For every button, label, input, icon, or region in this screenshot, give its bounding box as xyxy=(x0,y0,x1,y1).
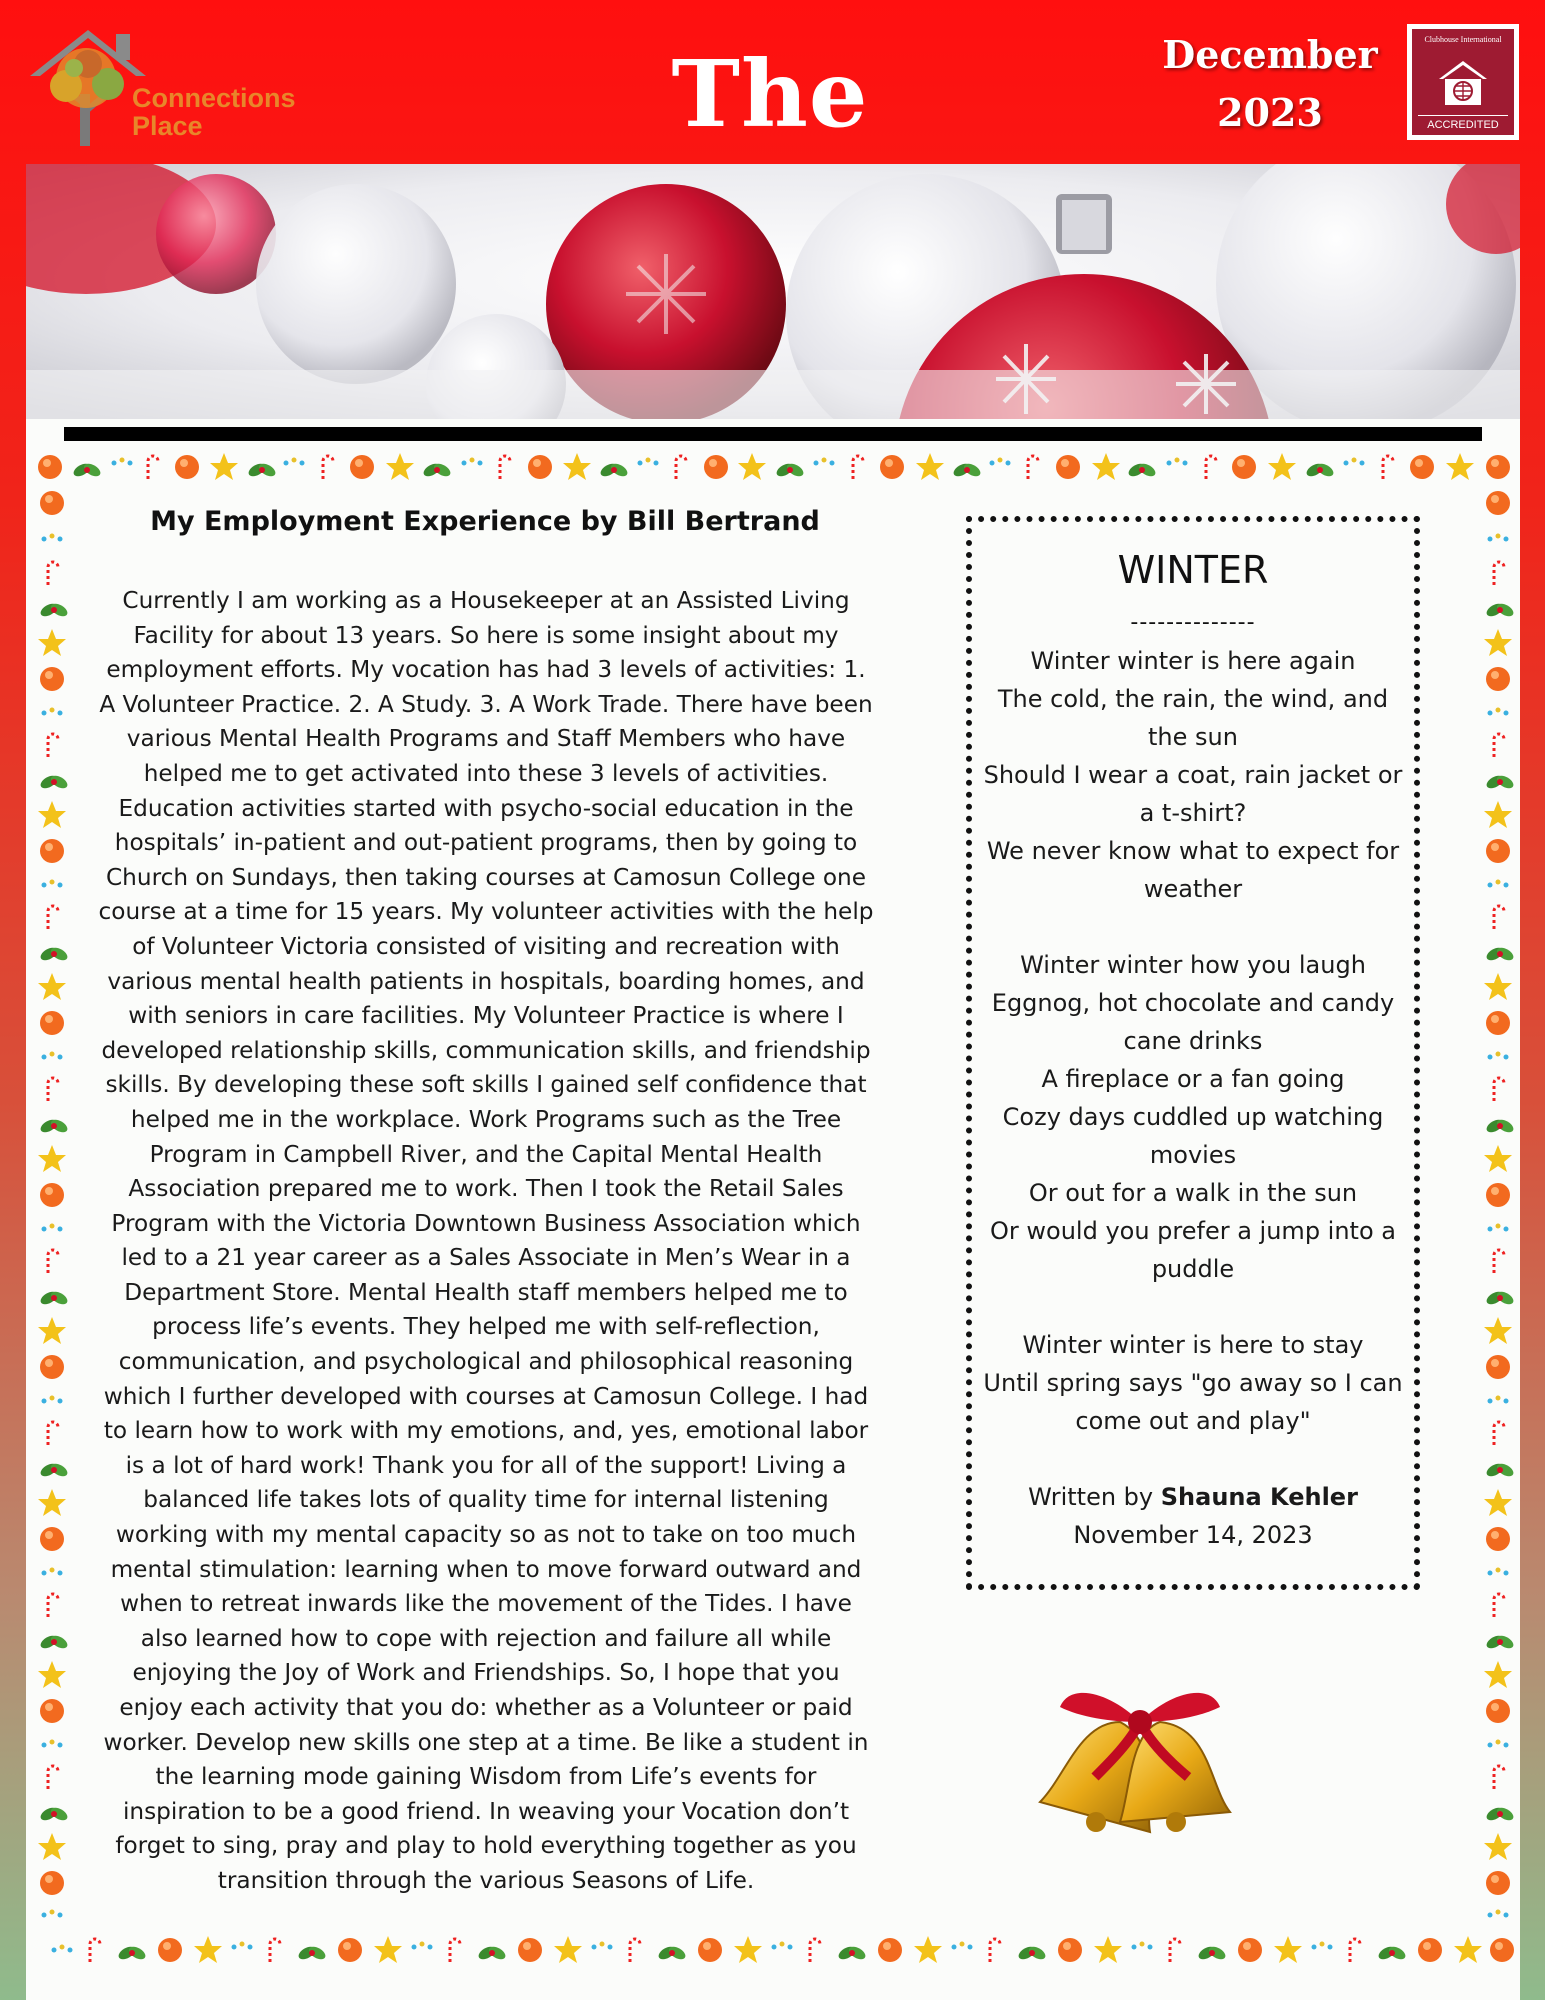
border-bottom xyxy=(52,1936,1515,1963)
house-globe-icon xyxy=(1435,57,1491,107)
badge-top-text: Clubhouse International xyxy=(1424,35,1502,44)
badge-bottom-text: ACCREDITED xyxy=(1418,115,1508,131)
logo-text-line1: Connections xyxy=(132,83,296,113)
newsletter-title: The xyxy=(671,40,869,148)
poem-stanza-2: Winter winter how you laugh Eggnog, hot chocolate and candy cane drinks A fireplace or a fan going Cozy days cuddled up watching movies Or out for a walk in the sun Or would you prefer a jump into a puddle xyxy=(990,951,1396,1283)
issue-date xyxy=(1150,26,1390,142)
poem-body xyxy=(980,642,1406,1554)
logo-text-line2: Place xyxy=(132,111,203,141)
poem-stanza-1: Winter winter is here again The cold, the rain, the wind, and the sun Should I wear a coat, rain jacket or a t-shirt? We never know what to expect for weather xyxy=(983,647,1403,903)
issue-year: 2023 xyxy=(1217,90,1323,135)
connections-place-logo xyxy=(26,24,296,148)
written-by-label: Written by xyxy=(1028,1483,1161,1511)
christmas-ornaments-banner xyxy=(26,164,1520,420)
christmas-bells-icon xyxy=(1010,1682,1280,1862)
border-left xyxy=(38,491,69,1918)
logo-text xyxy=(132,84,296,140)
black-divider-bar xyxy=(64,427,1482,441)
poem-author: Shauna Kehler xyxy=(1160,1483,1358,1511)
poem-date: November 14, 2023 xyxy=(1073,1521,1313,1549)
article-title: My Employment Experience by Bill Bertrand xyxy=(150,506,820,537)
border-top xyxy=(38,453,1510,480)
poem-stanza-3: Winter winter is here to stay Until spring says "go away so I can come out and play" xyxy=(983,1331,1403,1435)
poem-byline xyxy=(980,1478,1406,1516)
border-right xyxy=(1484,491,1515,1918)
accreditation-badge xyxy=(1407,24,1519,140)
article-body: Currently I am working as a Housekeeper at an Assisted Living Facility for about 13 years. So here is some insight about my employment efforts. My vocation has had 3 levels of activities: 1. A Volunteer Practice. 2. A Study. 3. A Work Trade. There have been various Mental Health Programs and Staff Members who have helped me to get activated into these 3 levels of activities. Education activities started with psycho-social education in the hospitals’ in-patient and out-patient programs, then by going to Church on Sundays, then taking courses at Camosun College one course at a time for 15 years. My volunteer activities with the help of Volunteer Victoria consisted of visiting and recreation with various mental health patients in hospitals, boarding homes, and with seniors in care facilities. My Volunteer Practice is where I developed relationship skills, communication skills, and friendship skills. By developing these soft skills I gained self confidence that helped me in the workplace. Work Programs such as the Tree Program in Campbell River, and the Capital Mental Health Association prepared me to work. Then I took the Retail Sales Program with the Victoria Downtown Business Association which led to a 21 year career as a Sales Associate in Men’s Wear in a Department Store. Mental Health staff members helped me to process life’s events. They helped me with self-reflection, communication, and psychological and philosophical reasoning which I further developed with courses at Camosun College. I had to learn how to work with my emotions, and, yes, emotional labor is a lot of hard work! Thank you for all of the support! Living a balanced life takes lots of quality time for internal listening working with my mental capacity so as not to take on too much mental stimulation: learning when to move forward outward and when to retreat inwards like the movement of the Tides. I have also learned how to cope with rejection and failure all while enjoying the Joy of Work and Friendships. So, I hope that you enjoy each activity that you do: whether as a Volunteer or paid worker. Develop new skills one step at a time. Be like a student in the learning mode gaining Wisdom from Life’s events for inspiration to be a good friend. In weaving your Vocation don’t forget to sing, pray and play to hold everything together as you transition through the various Seasons of Life. xyxy=(98,587,874,1894)
poem-divider: -------------- xyxy=(1130,610,1256,635)
issue-month: December xyxy=(1162,32,1378,77)
ornaments-image xyxy=(26,164,1520,420)
poem-title: WINTER xyxy=(1117,548,1269,592)
